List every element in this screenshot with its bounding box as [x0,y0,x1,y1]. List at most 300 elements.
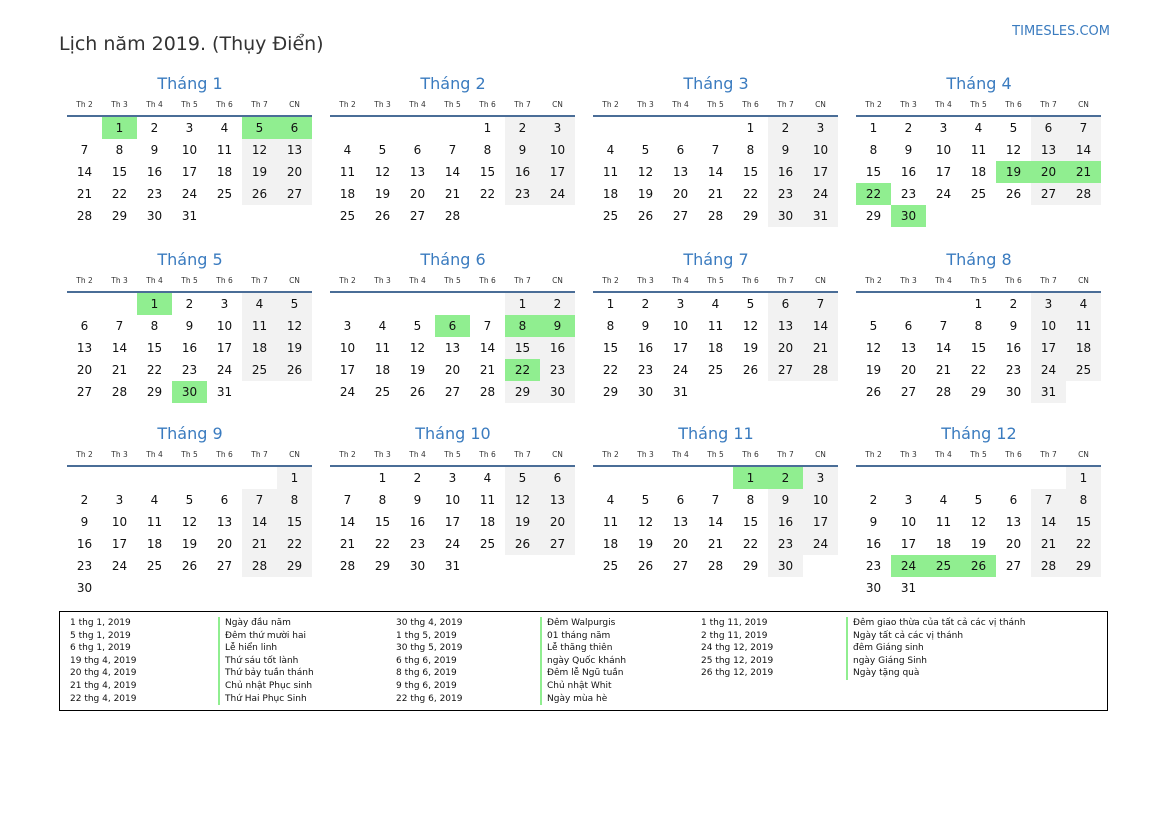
weekday-header: Th 6 [733,95,768,117]
day-cell: 12 [1005,143,1022,157]
day-cell: 15 [1066,511,1101,533]
day-cell: 18 [479,515,496,529]
weekday-header: Th 5 [961,271,996,293]
weekday-header: Th 2 [856,95,891,117]
holiday-legend [59,611,1108,711]
month-day-grid [67,95,313,227]
weekday-header: CN [1066,271,1101,293]
day-cell: 21 [707,537,724,551]
legend-date: 1 thg 5, 2019 [396,630,457,641]
weekday-header: Th 6 [996,95,1031,117]
empty-day-cell [435,293,470,315]
legend-holiday-name: Lễ hiển linh [225,643,278,654]
weekday-header: Th 6 [996,445,1031,467]
weekday-header: Th 2 [67,271,102,293]
weekday-header: Th 3 [365,95,400,117]
weekday-header: Th 3 [365,445,400,467]
day-cell: 10 [1031,315,1066,337]
day-cell: 21 [76,187,93,201]
day-cell: 4 [606,143,615,157]
day-cell: 9 [413,493,422,507]
day-cell: 16 [540,337,575,359]
weekday-header: Th 5 [698,271,733,293]
day-cell: 3 [803,467,838,489]
day-cell: 17 [1031,337,1066,359]
day-cell: 29 [111,209,128,223]
legend-date: 6 thg 6, 2019 [396,655,457,666]
day-cell: 28 [444,209,461,223]
day-cell: 25 [970,187,987,201]
weekday-header: Th 7 [505,95,540,117]
weekday-header: Th 5 [172,445,207,467]
day-cell: 29 [146,385,163,399]
day-cell: 24 [540,183,575,205]
day-cell: 14 [935,341,952,355]
day-cell: 20 [900,363,917,377]
weekday-header: CN [803,271,838,293]
day-cell: 4 [483,471,492,485]
weekday-header: Th 6 [470,95,505,117]
day-cell: 11 [970,143,987,157]
day-cell: 7 [115,319,124,333]
day-cell: 26 [505,533,540,555]
day-cell: 12 [505,489,540,511]
weekday-header: Th 2 [330,95,365,117]
day-cell: 7 [803,293,838,315]
day-cell: 7 [711,493,720,507]
holiday-day-cell: 9 [540,315,575,337]
day-cell: 12 [277,315,312,337]
weekday-header: Th 7 [1031,95,1066,117]
day-cell: 13 [444,341,461,355]
day-cell: 10 [216,319,233,333]
empty-day-cell [856,293,891,315]
day-cell: 5 [378,143,387,157]
empty-day-cell [137,467,172,489]
day-cell: 15 [479,165,496,179]
legend-date: 30 thg 5, 2019 [396,643,463,654]
day-cell: 8 [150,319,159,333]
day-cell: 28 [242,555,277,577]
day-cell: 1 [277,467,312,489]
day-cell: 21 [479,363,496,377]
legend-date: 8 thg 6, 2019 [396,668,457,679]
holiday-day-cell: 6 [435,315,470,337]
day-cell: 9 [185,319,194,333]
empty-day-cell [663,467,698,489]
weekday-header: Th 7 [242,445,277,467]
day-cell: 18 [242,337,277,359]
day-cell: 3 [803,117,838,139]
weekday-header: Th 3 [891,271,926,293]
day-cell: 3 [115,493,124,507]
day-cell: 5 [505,467,540,489]
weekday-header: Th 2 [593,95,628,117]
weekday-header: Th 6 [470,271,505,293]
day-cell: 19 [505,511,540,533]
day-cell: 13 [216,515,233,529]
day-cell: 30 [865,581,882,595]
month-day-grid [330,445,576,577]
month-day-grid [593,445,839,577]
day-cell: 23 [768,533,803,555]
day-cell: 31 [672,385,689,399]
day-cell: 18 [216,165,233,179]
weekday-header: Th 6 [207,445,242,467]
day-cell: 13 [672,515,689,529]
day-cell: 13 [768,315,803,337]
weekday-header: Th 5 [172,271,207,293]
day-cell: 7 [939,319,948,333]
legend-holiday-name: Đêm giao thừa của tất cả các vị thánh [853,618,1026,628]
day-cell: 22 [146,363,163,377]
day-cell: 23 [1005,363,1022,377]
empty-day-cell [663,117,698,139]
day-cell: 14 [1031,511,1066,533]
day-cell: 14 [111,341,128,355]
weekday-header: Th 6 [733,445,768,467]
day-cell: 27 [76,385,93,399]
day-cell: 29 [374,559,391,573]
day-cell: 30 [540,381,575,403]
month-day-grid [593,271,839,403]
day-cell: 27 [768,359,803,381]
day-cell: 11 [479,493,496,507]
day-cell: 4 [378,319,387,333]
day-cell: 20 [672,537,689,551]
weekday-header: CN [803,445,838,467]
day-cell: 29 [742,209,759,223]
day-cell: 7 [448,143,457,157]
day-cell: 20 [540,511,575,533]
day-cell: 16 [900,165,917,179]
month-5 [67,249,313,403]
day-cell: 21 [111,363,128,377]
day-cell: 19 [970,537,987,551]
day-cell: 28 [339,559,356,573]
day-cell: 15 [277,511,312,533]
day-cell: 12 [970,515,987,529]
day-cell: 7 [242,489,277,511]
day-cell: 7 [483,319,492,333]
day-cell: 25 [146,559,163,573]
day-cell: 18 [374,363,391,377]
month-3 [593,73,839,227]
day-cell: 24 [672,363,689,377]
day-cell: 31 [803,205,838,227]
holiday-day-cell: 22 [856,183,891,205]
empty-day-cell [891,293,926,315]
weekday-header: Th 4 [663,95,698,117]
day-cell: 1 [378,471,387,485]
day-cell: 2 [413,471,422,485]
day-cell: 23 [865,559,882,573]
day-cell: 6 [413,143,422,157]
day-cell: 22 [277,533,312,555]
day-cell: 26 [409,385,426,399]
day-cell: 31 [444,559,461,573]
legend-dates-col-2 [396,617,462,705]
day-cell: 9 [1009,319,1018,333]
month-title: Tháng 9 [157,424,223,443]
day-cell: 16 [76,537,93,551]
day-cell: 5 [641,143,650,157]
day-cell: 7 [1031,489,1066,511]
weekday-header: Th 7 [242,271,277,293]
legend-date: 6 thg 1, 2019 [70,643,131,654]
day-cell: 19 [374,187,391,201]
empty-day-cell [628,117,663,139]
empty-day-cell [628,467,663,489]
day-cell: 9 [904,143,913,157]
day-cell: 9 [641,319,650,333]
month-title: Tháng 4 [946,74,1012,93]
day-cell: 8 [974,319,983,333]
day-cell: 2 [1009,297,1018,311]
weekday-header: Th 5 [435,95,470,117]
legend-holiday-name: Đêm Walpurgis [547,618,616,628]
day-cell: 29 [970,385,987,399]
day-cell: 27 [900,385,917,399]
day-cell: 26 [181,559,198,573]
day-cell: 3 [185,121,194,135]
weekday-header: Th 3 [102,445,137,467]
legend-dates-col-1 [70,617,136,705]
legend-holiday-name: Thứ bảy tuần thánh [225,668,314,679]
day-cell: 15 [146,341,163,355]
site-link[interactable]: TIMESLES.COM [1012,24,1110,39]
weekday-header: Th 2 [330,445,365,467]
day-cell: 17 [181,165,198,179]
day-cell: 31 [181,209,198,223]
day-cell: 21 [935,363,952,377]
day-cell: 20 [277,161,312,183]
day-cell: 8 [483,143,492,157]
day-cell: 10 [900,515,917,529]
day-cell: 11 [374,341,391,355]
day-cell: 23 [181,363,198,377]
day-cell: 12 [742,319,759,333]
empty-day-cell [330,117,365,139]
weekday-header: Th 3 [102,271,137,293]
day-cell: 12 [637,165,654,179]
day-cell: 19 [277,337,312,359]
day-cell: 1 [974,297,983,311]
day-cell: 14 [242,511,277,533]
day-cell: 28 [1066,183,1101,205]
day-cell: 30 [1005,385,1022,399]
day-cell: 2 [150,121,159,135]
day-cell: 21 [1031,533,1066,555]
holiday-day-cell: 21 [1066,161,1101,183]
month-title: Tháng 6 [420,250,486,269]
day-cell: 7 [711,143,720,157]
weekday-header: Th 2 [856,445,891,467]
day-cell: 2 [185,297,194,311]
day-cell: 23 [76,559,93,573]
day-cell: 10 [935,143,952,157]
day-cell: 5 [413,319,422,333]
day-cell: 8 [869,143,878,157]
weekday-header: Th 5 [172,95,207,117]
day-cell: 10 [181,143,198,157]
day-cell: 26 [865,385,882,399]
day-cell: 22 [742,187,759,201]
day-cell: 19 [409,363,426,377]
holiday-day-cell: 1 [102,117,137,139]
day-cell: 9 [768,489,803,511]
day-cell: 17 [672,341,689,355]
weekday-header: Th 6 [996,271,1031,293]
day-cell: 7 [80,143,89,157]
legend-date: 25 thg 12, 2019 [701,655,774,666]
weekday-header: CN [803,95,838,117]
holiday-day-cell: 19 [996,161,1031,183]
day-cell: 9 [150,143,159,157]
weekday-header: Th 7 [505,271,540,293]
day-cell: 17 [339,363,356,377]
day-cell: 21 [339,537,356,551]
legend-date: 22 thg 6, 2019 [396,693,463,704]
day-cell: 5 [1009,121,1018,135]
day-cell: 8 [378,493,387,507]
weekday-header: Th 6 [207,271,242,293]
day-cell: 28 [803,359,838,381]
day-cell: 12 [637,515,654,529]
day-cell: 6 [676,493,685,507]
empty-day-cell [856,467,891,489]
legend-names-col-3 [846,617,1025,680]
weekday-header: Th 6 [733,271,768,293]
empty-day-cell [698,117,733,139]
day-cell: 16 [181,341,198,355]
month-day-grid [856,271,1102,403]
day-cell: 10 [444,493,461,507]
weekday-header: Th 3 [628,95,663,117]
day-cell: 27 [672,209,689,223]
calendar-grid [67,73,1112,603]
day-cell: 8 [746,143,755,157]
day-cell: 11 [707,319,724,333]
day-cell: 29 [277,555,312,577]
weekday-header: CN [540,95,575,117]
page-title: Lịch năm 2019. (Thụy Điển) [59,32,324,55]
day-cell: 18 [602,537,619,551]
day-cell: 29 [1066,555,1101,577]
day-cell: 15 [505,337,540,359]
day-cell: 27 [277,183,312,205]
day-cell: 10 [803,489,838,511]
weekday-header: CN [277,95,312,117]
day-cell: 18 [146,537,163,551]
day-cell: 3 [939,121,948,135]
day-cell: 3 [343,319,352,333]
day-cell: 24 [803,533,838,555]
day-cell: 31 [900,581,917,595]
day-cell: 29 [505,381,540,403]
day-cell: 25 [479,537,496,551]
day-cell: 5 [974,493,983,507]
day-cell: 25 [707,363,724,377]
day-cell: 29 [742,559,759,573]
legend-date: 20 thg 4, 2019 [70,668,137,679]
weekday-header: CN [540,445,575,467]
day-cell: 4 [939,493,948,507]
day-cell: 17 [900,537,917,551]
day-cell: 11 [602,165,619,179]
legend-holiday-name: Ngày đầu năm [225,618,291,628]
weekday-header: Th 4 [137,271,172,293]
holiday-day-cell: 26 [961,555,996,577]
month-title: Tháng 5 [157,250,223,269]
day-cell: 26 [637,209,654,223]
empty-day-cell [926,467,961,489]
day-cell: 10 [540,139,575,161]
day-cell: 30 [637,385,654,399]
weekday-header: Th 5 [698,445,733,467]
month-title: Tháng 3 [683,74,749,93]
month-10 [330,423,576,577]
day-cell: 24 [339,385,356,399]
holiday-day-cell: 24 [891,555,926,577]
empty-day-cell [102,293,137,315]
day-cell: 19 [637,187,654,201]
weekday-header: Th 4 [400,271,435,293]
day-cell: 1 [483,121,492,135]
day-cell: 15 [865,165,882,179]
weekday-header: Th 7 [768,95,803,117]
day-cell: 28 [707,209,724,223]
legend-holiday-name: Lễ thăng thiên [547,643,613,654]
day-cell: 28 [1031,555,1066,577]
day-cell: 2 [505,117,540,139]
day-cell: 18 [1066,337,1101,359]
month-title: Tháng 8 [946,250,1012,269]
day-cell: 24 [803,183,838,205]
holiday-day-cell: 30 [891,205,926,227]
day-cell: 3 [220,297,229,311]
day-cell: 23 [768,183,803,205]
weekday-header: Th 3 [628,271,663,293]
day-cell: 6 [80,319,89,333]
day-cell: 27 [444,385,461,399]
month-day-grid [67,445,313,599]
day-cell: 23 [505,183,540,205]
day-cell: 9 [505,139,540,161]
empty-day-cell [67,117,102,139]
day-cell: 11 [146,515,163,529]
day-cell: 16 [1005,341,1022,355]
holiday-day-cell: 30 [172,381,207,403]
day-cell: 26 [1005,187,1022,201]
day-cell: 24 [935,187,952,201]
day-cell: 4 [606,493,615,507]
day-cell: 12 [242,139,277,161]
legend-names-col-1 [218,617,314,705]
day-cell: 19 [637,537,654,551]
day-cell: 17 [935,165,952,179]
day-cell: 20 [672,187,689,201]
day-cell: 25 [339,209,356,223]
day-cell: 2 [904,121,913,135]
day-cell: 28 [935,385,952,399]
day-cell: 27 [540,533,575,555]
day-cell: 13 [76,341,93,355]
weekday-header: Th 7 [505,445,540,467]
day-cell: 17 [803,511,838,533]
weekday-header: Th 5 [435,445,470,467]
day-cell: 29 [865,209,882,223]
